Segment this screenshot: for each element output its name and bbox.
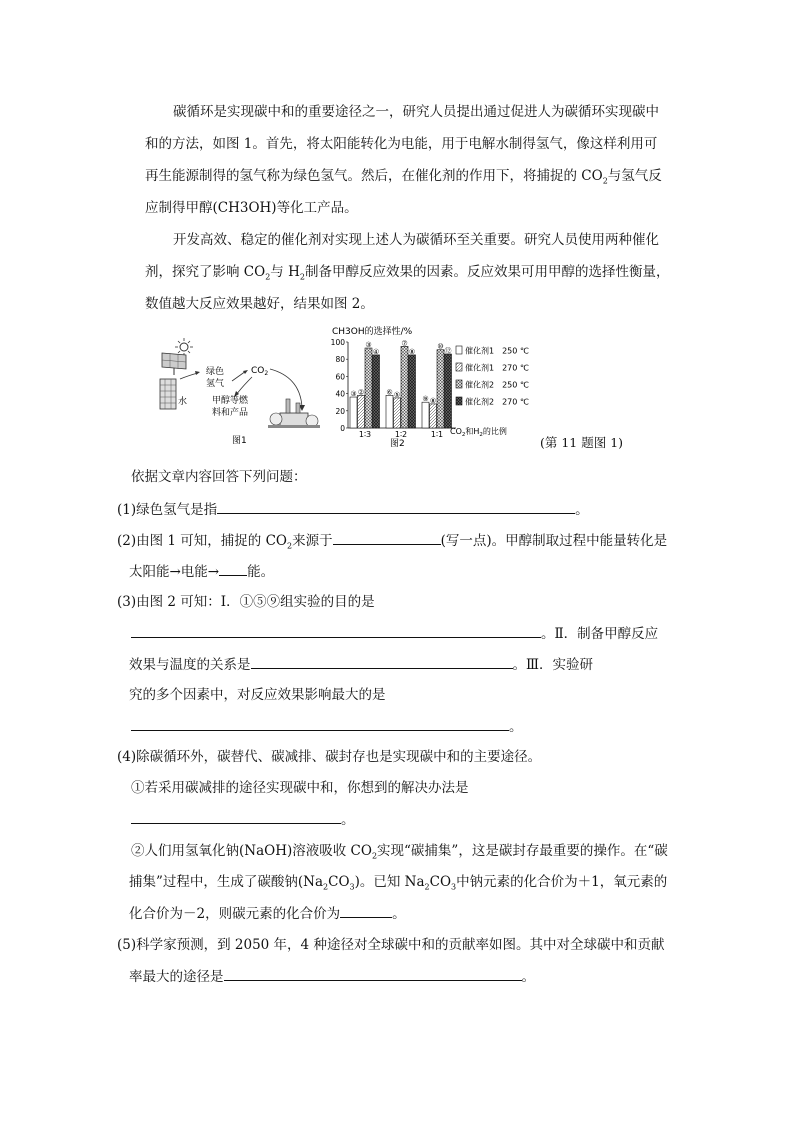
question-3-line2: 。Ⅱ．制备甲醇反应 bbox=[131, 624, 658, 643]
para1-line3: 再生能源制得的氢气称为绿色氢气。然后，在催化剂的作用下，将捕捉的 $CO_2$与氢气反 bbox=[145, 168, 662, 186]
q4-valence-blank[interactable] bbox=[340, 904, 392, 918]
x-category-label: 1∶2 bbox=[394, 430, 408, 439]
question-3-line3: 效果与温度的关系是 。Ⅲ．实验研 bbox=[129, 657, 594, 673]
bar bbox=[358, 395, 365, 428]
chart-title: CH3OH的选择性/% bbox=[332, 327, 413, 337]
q3-temperature-blank[interactable] bbox=[251, 655, 513, 669]
co2-label: $CO_2$ bbox=[251, 366, 269, 377]
q2-source-blank[interactable] bbox=[333, 531, 441, 545]
chart-caption: 图2 bbox=[390, 439, 405, 449]
intro-text: 依据文章内容回答下列问题： bbox=[131, 469, 307, 485]
x-category-label: 1∶3 bbox=[358, 430, 372, 439]
x-axis-label: $CO_2$和$H_2$的比例 bbox=[450, 427, 507, 438]
bar bbox=[409, 355, 416, 428]
legend-label: 催化剂2 250 ℃ bbox=[465, 380, 529, 390]
bar bbox=[437, 350, 444, 428]
methanol-label-1: 甲醇等燃 bbox=[212, 396, 249, 406]
para1-line1: 碳循环是实现碳中和的重要途径之一，研究人员提出通过促进人为碳循环实现碳中 bbox=[173, 104, 659, 120]
q3-purpose-blank[interactable] bbox=[131, 624, 541, 638]
q2-energy-blank[interactable] bbox=[219, 562, 247, 576]
bar bbox=[445, 354, 452, 428]
q5-answer-blank[interactable] bbox=[224, 967, 522, 981]
question-3-line1: (3)由图 2 可知：Ⅰ．①⑤⑨组实验的目的是 bbox=[117, 594, 375, 610]
para1-line4: 应制得甲醇(CH3OH)等化工产品。 bbox=[145, 200, 358, 216]
question-5-line1: (5)科学家预测，到 2050 年，4 种途径对全球碳中和的贡献率如图。其中对全球碳中和贡献 bbox=[117, 937, 665, 953]
legend-swatch bbox=[456, 397, 462, 405]
bar bbox=[422, 402, 429, 428]
q1-answer-blank[interactable] bbox=[217, 500, 575, 514]
question-4-line1: (4)除碳循环外，碳替代、碳减排、碳封存也是实现碳中和的主要途径。 bbox=[117, 749, 542, 765]
bar-label: ⑥ bbox=[386, 388, 393, 397]
electrolysis-icon bbox=[160, 379, 176, 409]
para1-line2: 和的方法，如图 1。首先，将太阳能转化为电能，用于电解水制得氢气，像这样利用可 bbox=[145, 136, 658, 152]
bar-label: ⑩ bbox=[437, 342, 444, 351]
y-tick-label: 100 bbox=[330, 338, 345, 347]
question-3-line5: 。 bbox=[131, 717, 523, 736]
bar bbox=[373, 355, 380, 428]
para2-line3: 数值越大反应效果越好，结果如图 2。 bbox=[145, 296, 374, 312]
sun-icon bbox=[175, 338, 193, 356]
y-tick-label: 80 bbox=[335, 355, 345, 365]
bar-label: ③ bbox=[350, 390, 357, 399]
solar-panel-icon bbox=[162, 353, 186, 375]
bar-label: ⑨ bbox=[422, 395, 429, 404]
y-tick-label: 20 bbox=[335, 406, 345, 416]
question-1: (1)绿色氢气是指 。 bbox=[117, 502, 589, 518]
legend-label: 催化剂1 270 ℃ bbox=[465, 363, 529, 373]
figure1-diagram bbox=[150, 335, 330, 447]
question-4-line5: 捕集”过程中，生成了碳酸钠$(Na_2CO_3)$。已知 $Na_2CO_3$中钠元素的化合价为＋1，氧元素的 bbox=[129, 874, 668, 892]
question-4-line3: 。 bbox=[131, 810, 355, 829]
para2-line1: 开发高效、稳定的催化剂对实现上述人为碳循环至关重要。研究人员使用两种催化 bbox=[173, 232, 659, 248]
bar-label: ⑧ bbox=[429, 396, 437, 405]
legend-swatch bbox=[456, 380, 462, 388]
question-2-line1: (2)由图 1 可知，捕捉的 $CO_2$来源于 (写一点)。甲醇制取过程中能量转化是 bbox=[117, 533, 668, 551]
legend-label: 催化剂1 250 ℃ bbox=[465, 346, 529, 356]
question-4-line6: 化合价为－2，则碳元素的化合价为 。 bbox=[129, 906, 406, 922]
legend-swatch bbox=[456, 363, 462, 371]
bar-label: ② bbox=[357, 388, 365, 397]
legend-label: 催化剂2 270 ℃ bbox=[465, 397, 529, 407]
figure-reference: (第 11 题图 1) bbox=[540, 435, 624, 450]
q3-factor-blank[interactable] bbox=[131, 717, 509, 731]
question-4-line2: ①若采用碳减排的途径实现碳中和，你想到的解决办法是 bbox=[131, 780, 469, 796]
y-tick-label: 40 bbox=[335, 389, 345, 399]
bar-label: ⑤ bbox=[393, 390, 401, 399]
bar-label: ⑦ bbox=[401, 339, 408, 348]
bar-label: ⑫ bbox=[444, 347, 452, 356]
bar bbox=[365, 348, 372, 428]
bar bbox=[350, 397, 357, 428]
figure2-chart bbox=[310, 322, 550, 452]
y-tick-label: 0 bbox=[340, 424, 345, 433]
methanol-label-2: 料和产品 bbox=[212, 408, 249, 418]
para2-line2: 剂，探究了影响 $CO_2$与 $H_2$制备甲醇反应效果的因素。反应效果可用甲醇的选择性衡量， bbox=[145, 264, 670, 282]
green-label: 绿色 bbox=[206, 367, 225, 377]
figure1-caption: 图1 bbox=[232, 436, 247, 446]
bar bbox=[386, 395, 393, 428]
bar-label: ⑧ bbox=[408, 347, 416, 356]
legend-swatch bbox=[456, 346, 462, 354]
bar-label: ③ bbox=[365, 341, 372, 350]
bar bbox=[401, 346, 408, 428]
x-category-label: 1∶1 bbox=[430, 430, 444, 439]
bar bbox=[394, 398, 401, 428]
hydrogen-label: 氢气 bbox=[206, 379, 225, 389]
q4-reduction-blank[interactable] bbox=[131, 810, 341, 824]
water-label: 水 bbox=[178, 397, 188, 407]
question-3-line4: 究的多个因素中，对反应效果影响最大的是 bbox=[129, 687, 386, 703]
bar bbox=[430, 404, 437, 428]
question-4-line4: ②人们用氢氧化钠(NaOH)溶液吸收 $CO_2$实现“碳捕集”，这是碳封存最重要的操作。在“碳 bbox=[131, 843, 668, 861]
bar-label: ④ bbox=[372, 347, 380, 356]
question-2-line2: 太阳能→电能→ 能。 bbox=[129, 564, 275, 580]
y-tick-label: 60 bbox=[335, 372, 345, 382]
question-5-line2: 率最大的途径是 。 bbox=[129, 969, 535, 985]
